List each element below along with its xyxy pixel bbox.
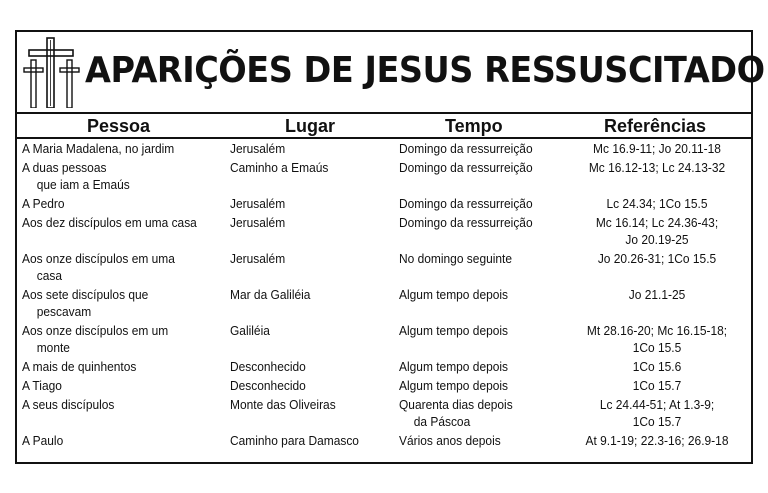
cell-tempo: Domingo da ressurreição	[399, 160, 533, 175]
cell-pessoa: Aos onze discípulos em um	[22, 323, 169, 338]
cell-pessoa: monte	[36, 340, 70, 355]
header-lugar: Lugar	[285, 116, 336, 136]
cell-pessoa: Aos dez discípulos em uma casa	[22, 215, 197, 230]
cell-pessoa: que iam a Emaús	[36, 177, 130, 192]
cell-referencia: Jo 20.19-25	[625, 232, 689, 247]
cell-referencia: Mt 28.16-20; Mc 16.15-18;	[586, 323, 728, 338]
cell-pessoa: casa	[36, 268, 62, 283]
cell-referencia: 1Co 15.6	[632, 359, 682, 374]
cell-pessoa: A Pedro	[22, 196, 65, 211]
header-pessoa: Pessoa	[87, 116, 151, 136]
cell-referencia: Lc 24.44-51; At 1.3-9;	[599, 397, 715, 412]
cell-tempo: Algum tempo depois	[399, 287, 509, 302]
page-title: APARIÇÕES DE JESUS RESSUSCITADO	[85, 50, 765, 91]
cell-lugar: Desconhecido	[230, 359, 306, 374]
cell-tempo: Domingo da ressurreição	[399, 196, 533, 211]
header-referencias: Referências	[604, 116, 707, 136]
cell-pessoa: Aos onze discípulos em uma	[22, 251, 175, 266]
cell-tempo: da Páscoa	[413, 414, 471, 429]
cell-pessoa: A Paulo	[22, 433, 64, 448]
cell-tempo: Vários anos depois	[399, 433, 501, 448]
cell-pessoa: A Maria Madalena, no jardim	[22, 141, 175, 156]
cell-lugar: Jerusalém	[230, 196, 286, 211]
cell-pessoa: A Tiago	[22, 378, 62, 393]
cell-pessoa: pescavam	[36, 304, 92, 319]
cell-referencia: Mc 16.9-11; Jo 20.11-18	[593, 141, 721, 156]
cell-lugar: Galiléia	[230, 323, 270, 338]
cell-tempo: Algum tempo depois	[399, 323, 509, 338]
cell-pessoa: A seus discípulos	[22, 397, 115, 412]
cell-lugar: Jerusalém	[230, 251, 286, 266]
cell-referencia: Jo 21.1-25	[628, 287, 686, 302]
cell-lugar: Monte das Oliveiras	[230, 397, 336, 412]
cell-referencia: Mc 16.14; Lc 24.36-43;	[595, 215, 719, 230]
cell-lugar: Mar da Galiléia	[230, 287, 311, 302]
cell-tempo: Algum tempo depois	[399, 359, 509, 374]
cell-referencia: 1Co 15.7	[632, 378, 682, 393]
cell-referencia: At 9.1-19; 22.3-16; 26.9-18	[585, 433, 729, 448]
cell-tempo: No domingo seguinte	[399, 251, 513, 266]
three-crosses-icon	[23, 36, 93, 108]
header-tempo: Tempo	[445, 116, 503, 136]
cell-lugar: Desconhecido	[230, 378, 306, 393]
chart-frame	[15, 30, 765, 464]
cell-lugar: Caminho para Damasco	[230, 433, 359, 448]
title-bar	[17, 32, 765, 114]
cell-pessoa: A mais de quinhentos	[22, 359, 137, 374]
cell-tempo: Quarenta dias depois	[399, 397, 513, 412]
cell-referencia: Mc 16.12-13; Lc 24.13-32	[588, 160, 726, 175]
cell-referencia: Lc 24.34; 1Co 15.5	[606, 196, 708, 211]
header-divider	[17, 137, 751, 139]
cell-referencia: 1Co 15.5	[632, 340, 682, 355]
cell-pessoa: A duas pessoas	[22, 160, 107, 175]
cell-tempo: Algum tempo depois	[399, 378, 509, 393]
cell-tempo: Domingo da ressurreição	[399, 215, 533, 230]
cell-lugar: Jerusalém	[230, 141, 286, 156]
cell-referencia: 1Co 15.7	[632, 414, 682, 429]
cell-tempo: Domingo da ressurreição	[399, 141, 533, 156]
cell-referencia: Jo 20.26-31; 1Co 15.5	[597, 251, 717, 266]
cell-lugar: Caminho a Emaús	[230, 160, 329, 175]
cell-lugar: Jerusalém	[230, 215, 286, 230]
cell-pessoa: Aos sete discípulos que	[22, 287, 149, 302]
